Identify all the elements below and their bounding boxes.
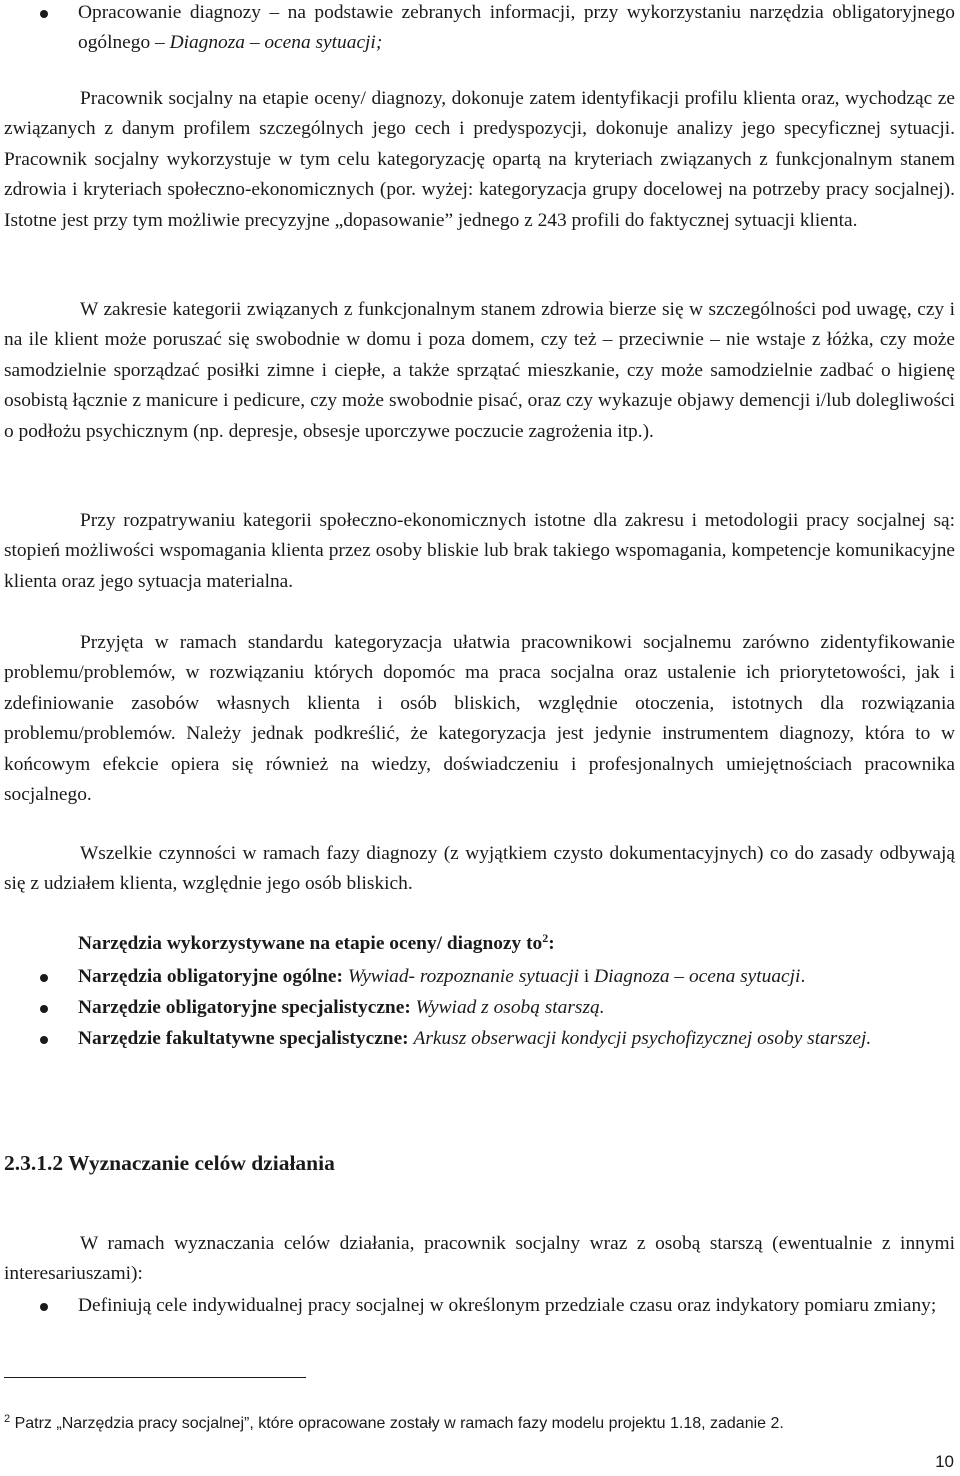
tools-heading-suffix: :	[548, 933, 555, 954]
tools-item-label: Narzędzie obligatoryjne specjalistyczne:	[78, 997, 411, 1018]
first-bullet-prefix: Opracowanie diagnozy – na podstawie zebranych informacji, przy wykorzystaniu narzędzia obligatoryjnego ogólnego –	[78, 2, 955, 54]
tools-heading-text: Narzędzia wykorzystywane na etapie oceny/ diagnozy to	[78, 933, 543, 954]
bullet-icon	[40, 10, 48, 18]
tools-item-joiner: i	[579, 966, 595, 987]
tools-item-value: Wywiad- rozpoznanie sytuacji	[347, 966, 580, 987]
footnote-marker: 2	[4, 1413, 11, 1425]
section-title: Wyznaczanie celów działania	[68, 1151, 335, 1175]
paragraph-4: Przyjęta w ramach standardu kategoryzacja ułatwia pracownikowi socjalnemu zarówno zidentyfikowanie problemu/problemów, w rozwiązaniu których dopomóc ma praca socjalna oraz ustalenie ich priorytetowości, jak i zdefiniowanie zasobów własnych klienta i osób bliskich, względnie otoczenia, istotnych dla rozwiązania problemu/problemów. Należy jednak podkreślić, że kategoryzacja jest jedynie instrumentem diagnozy, która to w końcowym efekcie opiera się również na wiedzy, doświadczeniu i profesjonalnych umiejętnościach pracownika socjalnego.	[4, 632, 955, 806]
bullet-icon	[40, 1303, 48, 1311]
footnote-divider	[4, 1377, 306, 1378]
paragraph-5: Wszelkie czynności w ramach fazy diagnozy (z wyjątkiem czysto dokumentacyjnych) co do zasady odbywają się z udziałem klienta, względnie jego osób bliskich.	[4, 843, 955, 895]
bullet-icon	[40, 974, 48, 982]
tools-item-value: Wywiad z osobą starszą.	[415, 997, 605, 1018]
section-intro: W ramach wyznaczania celów działania, pracownik socjalny wraz z osobą starszą (ewentualnie z innymi interesariuszami):	[4, 1233, 955, 1285]
bullet-icon	[40, 1036, 48, 1044]
first-bullet-text	[78, 0, 955, 59]
bullet-icon	[40, 1005, 48, 1013]
section-number: 2.3.1.2	[4, 1151, 64, 1175]
paragraph-1: Pracownik socjalny na etapie oceny/ diagnozy, dokonuje zatem identyfikacji profilu klienta oraz, wychodząc ze związanych z danym profilem szczególnych jego cech i predyspozycji, dokonuje analizy jego specyficznej sytuacji. Pracownik socjalny wykorzystuje w tym celu kategoryzację opartą na kryteriach związanych z funkcjonalnym stanem zdrowia i kryteriach społeczno-ekonomicznych (por. wyżej: kategoryzacja grupy docelowej na potrzeby pracy socjalnej). Istotne jest przy tym możliwie precyzyjne „dopasowanie” jednego z 243 profili do faktycznej sytuacji klienta.	[4, 88, 955, 231]
section-heading	[4, 1148, 335, 1178]
first-bullet-tool: Diagnoza – ocena sytuacji;	[169, 32, 383, 54]
tools-item-1	[78, 962, 955, 992]
tools-item-end: .	[800, 966, 806, 987]
tools-heading	[78, 929, 555, 959]
tools-item-label: Narzędzia obligatoryjne ogólne:	[78, 966, 343, 987]
page-number: 10	[935, 1452, 954, 1471]
footnote	[4, 1413, 784, 1435]
tools-item-2	[78, 993, 955, 1023]
tools-item-label: Narzędzie fakultatywne specjalistyczne:	[78, 1028, 409, 1049]
tools-item-3	[78, 1024, 955, 1054]
paragraph-2: W zakresie kategorii związanych z funkcjonalnym stanem zdrowia bierze się w szczególności pod uwagę, czy i na ile klient może poruszać się swobodnie w domu i poza domem, czy też – przeciwnie – nie wstaje z łóżka, czy może samodzielnie sporządzać posiłki zimne i ciepłe, a także sprzątać mieszkanie, czy może samodzielnie zadbać o higienę osobistą łącznie z manicure i pedicure, czy może swobodnie pisać, oraz czy wykazuje objawy demencji i/lub dolegliwości o podłożu psychicznym (np. depresje, obsesje uporczywe poczucie zagrożenia itp.).	[4, 299, 955, 442]
footnote-text: Patrz „Narzędzia pracy socjalnej”, które opracowane zostały w ramach fazy modelu projektu 1.18, zadanie 2.	[14, 1415, 784, 1432]
tools-item-value: Diagnoza – ocena sytuacji	[594, 966, 801, 987]
section-bullet: Definiują cele indywidualnej pracy socjalnej w określonym przedziale czasu oraz indykatory pomiaru zmiany;	[78, 1295, 937, 1316]
paragraph-3: Przy rozpatrywaniu kategorii społeczno-ekonomicznych istotne dla zakresu i metodologii pracy socjalnej są: stopień możliwości wspomagania klienta przez osoby bliskie lub brak takiego wspomagania, kompetencje komunikacyjne klienta oraz jego sytuacja materialna.	[4, 510, 955, 592]
tools-item-value: Arkusz obserwacji kondycji psychofizycznej osoby starszej.	[413, 1028, 872, 1049]
footnote-ref: 2	[542, 931, 549, 945]
